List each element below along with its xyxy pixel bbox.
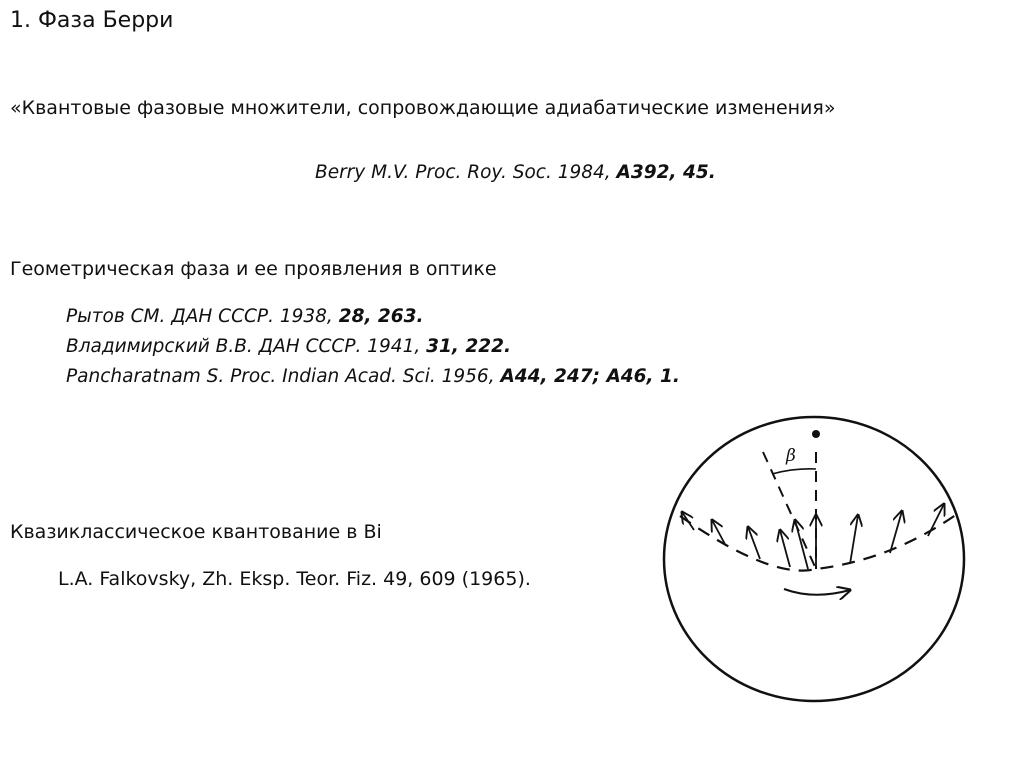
berry-paper-title: «Квантовые фазовые множители, сопровождающие адиабатические изменения»	[10, 97, 836, 119]
reference-volume: 31, 222.	[426, 336, 511, 357]
vector-arrows	[682, 504, 944, 569]
section-bi-heading: Квазиклассическое квантование в Bi	[10, 521, 382, 543]
vector-arrow	[748, 527, 760, 559]
falkovsky-reference: L.A. Falkovsky, Zh. Eksp. Teor. Fiz. 49, 609 (1965).	[58, 568, 531, 590]
section-optics-heading: Геометрическая фаза и ее проявления в оптике	[10, 258, 497, 280]
vector-arrow	[795, 520, 808, 569]
vector-arrow	[850, 515, 858, 564]
reference-pancharatnam	[66, 362, 680, 392]
angle-label: β	[786, 446, 796, 466]
reference-rytov	[66, 302, 680, 332]
berry-reference-text: Berry M.V. Proc. Roy. Soc. 1984,	[315, 162, 617, 183]
transport-direction-arrow	[784, 589, 850, 595]
reference-text: Владимирский В.В. ДАН СССР. 1941,	[66, 336, 427, 357]
angle-arc	[772, 469, 816, 474]
reference-text: Pancharatnam S. Proc. Indian Acad. Sci. 1956,	[66, 366, 501, 387]
vector-arrow	[928, 504, 944, 536]
reference-vladimirsky	[66, 332, 680, 362]
vector-arrow	[780, 530, 790, 567]
berry-reference	[315, 158, 716, 188]
sphere-outline	[664, 417, 964, 701]
berry-reference-volume: A392, 45.	[616, 162, 716, 183]
latitude-circle	[680, 512, 960, 571]
optics-reference-list	[66, 302, 680, 392]
reference-text: Рытов СМ. ДАН СССР. 1938,	[66, 306, 339, 327]
reference-volume: 28, 263.	[338, 306, 424, 327]
sphere-figure	[662, 412, 968, 704]
vector-arrow	[682, 512, 694, 530]
pole-point	[812, 430, 820, 438]
slide-title: 1. Фаза Берри	[10, 8, 174, 33]
reference-volume: A44, 247; A46, 1.	[500, 366, 680, 387]
